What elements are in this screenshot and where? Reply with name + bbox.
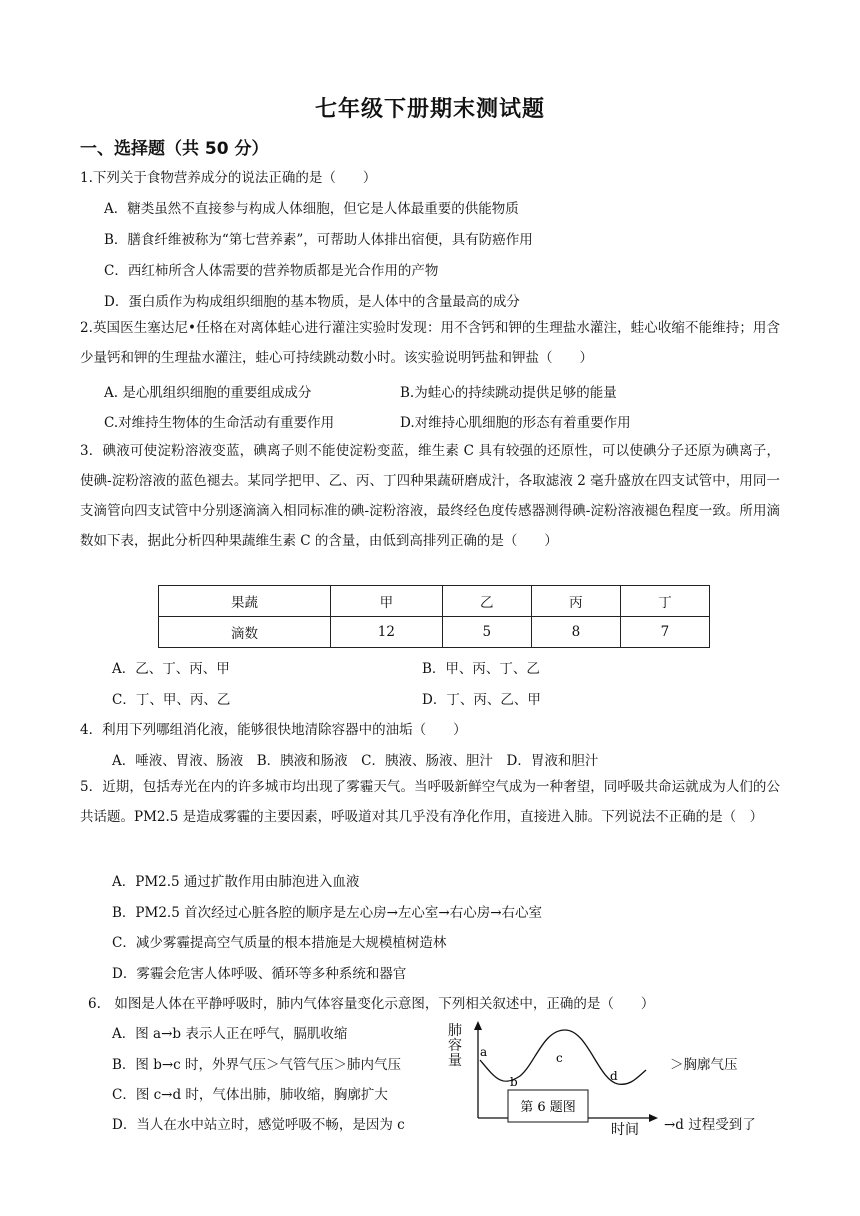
question-2-stem: 2.英国医生塞达尼•任格在对离体蛙心进行灌注实验时发现：用不含钙和钾的生理盐水灌注，蛙心收缩不能维持；用含少量钙和钾的生理盐水灌注，蛙心可持续跳动数小时。该实验说明钙盐和钾盐（ ） <box>80 320 780 366</box>
question-6-option-b-tail: ＞胸廓气压 <box>670 1057 738 1073</box>
table-cell: 甲 <box>331 586 443 617</box>
question-1-option-d: D．蛋白质作为构成组织细胞的基本物质，是人体中的含量最高的成分 <box>104 294 520 310</box>
question-2-option-a: A. 是心肌组织细胞的重要组成成分 <box>104 385 312 401</box>
lung-volume-figure <box>440 1018 665 1136</box>
question-5-option-a: A．PM2.5 通过扩散作用由肺泡进入血液 <box>112 874 360 890</box>
x-axis-arrow <box>649 1114 658 1122</box>
y-axis-arrow <box>474 1021 482 1030</box>
question-3-option-c: C．丁、甲、丙、乙 <box>112 692 231 708</box>
question-3-stem: 3．碘液可使淀粉溶液变蓝，碘离子则不能使淀粉变蓝，维生素 C 具有较强的还原性，可以使碘分子还原为碘离子，使碘-淀粉溶液的蓝色褪去。某同学把甲、乙、丙、丁四种果蔬研磨成汁，各取滤液 2 毫升盛放在四支试管中，用同一支滴管向四支试管中分别逐滴滴入相同标准的碘-淀粉溶液，最终经色度传感器测得碘-淀粉溶液褪色程度一致。所用滴数如下表，据此分析四种果蔬维生素 C 的含量，由低到高排列正确的是（ ） <box>80 443 780 549</box>
section-heading: 一、选择题（共 50 分） <box>80 139 269 159</box>
table-cell: 滴数 <box>159 617 331 648</box>
point-label-a: a <box>480 1045 488 1059</box>
question-5-stem: 5．近期，包括寿光在内的许多城市均出现了雾霾天气。当呼吸新鲜空气成为一种奢望，同呼吸共命运就成为人们的公共话题。PM2.5 是造成雾霾的主要因素，呼吸道对其几乎没有净化作用，直接进入肺。下列说法不正确的是（ ） <box>80 779 780 825</box>
table-cell: 5 <box>442 617 531 648</box>
question-5-option-d: D．雾霾会危害人体呼吸、循环等多种系统和器官 <box>112 966 407 982</box>
table-cell: 7 <box>620 617 709 648</box>
table-cell: 8 <box>531 617 620 648</box>
page-title: 七年级下册期末测试题 <box>314 97 545 122</box>
question-3-option-a: A．乙、丁、丙、甲 <box>112 661 230 677</box>
table-cell: 12 <box>331 617 443 648</box>
question-3-option-b: B．甲、丙、丁、乙 <box>422 661 540 677</box>
table-cell: 丁 <box>620 586 709 617</box>
point-label-c: c <box>556 1051 563 1065</box>
question-3-option-d: D．丁、丙、乙、甲 <box>422 692 541 708</box>
table-cell: 乙 <box>442 586 531 617</box>
question-6-option-b: B．图 b→c 时，外界气压＞气管气压＞肺内气压 <box>112 1057 402 1073</box>
question-4-stem: 4．利用下列哪组消化液，能够很快地清除容器中的油垢（ ） <box>80 722 467 738</box>
lung-volume-curve <box>480 1030 646 1084</box>
question-5-option-c: C．减少雾霾提高空气质量的根本措施是大规模植树造林 <box>112 935 447 951</box>
question-1-option-c: C．西红柿所含人体需要的营养物质都是光合作用的产物 <box>104 263 439 279</box>
x-axis-label: 时间 <box>611 1122 639 1136</box>
question-6-stem: 6. 如图是人体在平静呼吸时，肺内气体容量变化示意图，下列相关叙述中，正确的是（ ） <box>88 996 655 1012</box>
question-2-option-b: B.为蛙心的持续跳动提供足够的能量 <box>400 385 617 401</box>
question-2-option-d: D.对维持心肌细胞的形态有着重要作用 <box>400 415 631 431</box>
question-6-option-a: A．图 a→b 表示人正在呼气，膈肌收缩 <box>112 1026 348 1042</box>
question-2-option-c: C.对维持生物体的生命活动有重要作用 <box>104 415 335 431</box>
point-label-d: d <box>610 1069 618 1083</box>
question-6-option-d-tail: →d 过程受到了 <box>664 1117 756 1133</box>
table-row <box>159 586 710 617</box>
question-1-stem: 1.下列关于食物营养成分的说法正确的是（ ） <box>80 170 377 186</box>
figure-caption: 第 6 题图 <box>520 1100 576 1115</box>
drops-table <box>158 585 710 648</box>
question-1-option-a: A．糖类虽然不直接参与构成人体细胞，但它是人体最重要的供能物质 <box>104 201 519 217</box>
question-6-option-c: C．图 c→d 时，气体出肺，肺收缩，胸廓扩大 <box>112 1087 388 1103</box>
table-row <box>159 617 710 648</box>
question-5-option-b: B．PM2.5 首次经过心脏各腔的顺序是左心房→左心室→右心房→右心室 <box>112 905 543 921</box>
question-6-option-d: D．当人在水中站立时，感觉呼吸不畅，是因为 c <box>112 1117 405 1133</box>
table-cell: 果蔬 <box>159 586 331 617</box>
question-1-option-b: B．膳食纤维被称为“第七营养素”，可帮助人体排出宿便，具有防癌作用 <box>104 232 533 248</box>
y-axis-label: 肺容量 <box>448 1023 462 1069</box>
question-4-options: A．唾液、胃液、肠液 B．胰液和肠液 C．胰液、肠液、胆汁 D．胃液和胆汁 <box>112 753 599 769</box>
table-cell: 丙 <box>531 586 620 617</box>
point-label-b: b <box>510 1075 518 1089</box>
